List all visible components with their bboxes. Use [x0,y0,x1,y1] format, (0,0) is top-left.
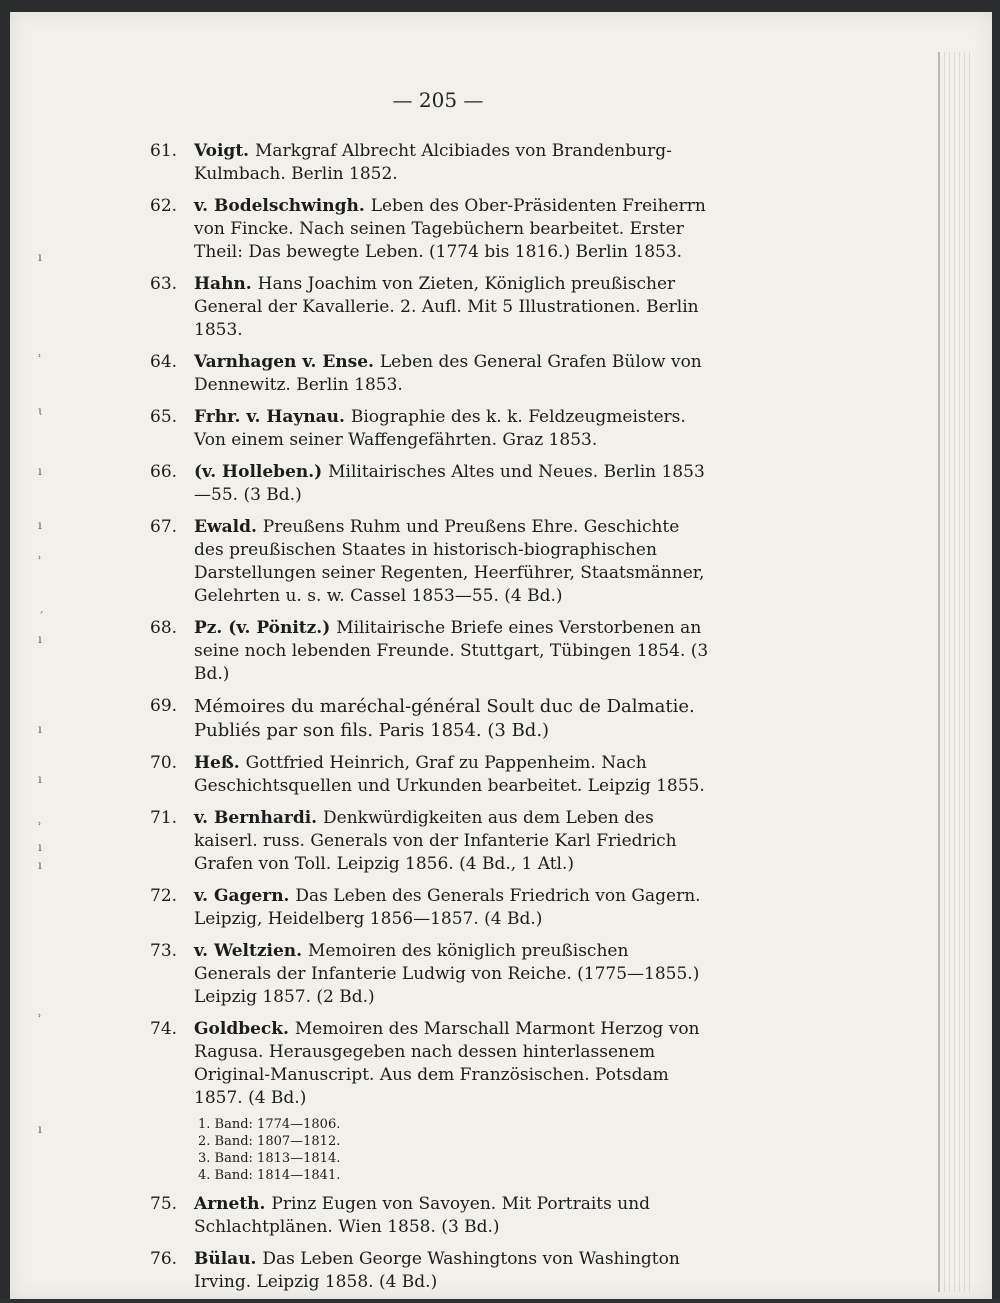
entry-text: Gottfried Heinrich, Graf zu Pappenheim. Nach Geschichtsquellen und Urkunden bearbeitet. Leipzig 1855. [194,753,705,796]
bibliography-entry [150,351,710,397]
entry-author: Pz. (v. Pönitz.) [194,618,337,638]
bibliography-entry [150,461,710,507]
entry-number: 66. [150,462,178,482]
entry-number: 73. [150,941,178,961]
entry-number: 69. [150,696,178,716]
entry-text: Militairisches Altes und Neues. Berlin 1853—55. (3 Bd.) [194,462,705,505]
entry-number: 68. [150,618,178,638]
entry-number: 63. [150,274,178,294]
entry-author: v. Bernhardi. [194,808,324,828]
left-edge-marks: ı ʾ ɩ ı ı ʾ ˊ ı ı ı ʾ ı ı ʾ ı [38,250,44,1136]
bibliography-entry [150,406,710,452]
entry-number: 64. [150,352,178,372]
bibliography-entry [150,1193,710,1239]
bibliography-entry [150,885,710,931]
entry-author: v. Gagern. [194,886,296,906]
bibliography-entry [150,695,710,743]
bibliography-entry [150,752,710,798]
entry-text: Leben des Ober-Präsidenten Freiherrn von Fincke. Nach seinen Tagebüchern bearbeitet. Erster Theil: Das bewegte Leben. (1774 bis 1816.) Berlin 1853. [194,196,706,262]
volume-item: 2. Band: 1807—1812. [198,1134,341,1149]
entry-author: Arneth. [194,1194,272,1214]
bibliography-entry [150,516,710,608]
bibliography-entry [150,807,710,876]
entry-number: 61. [150,141,178,161]
entry-author: v. Bodelschwingh. [194,196,371,216]
bibliography-entry [150,195,710,264]
page-gutter-edges [938,52,970,1292]
entry-number: 65. [150,407,178,427]
entry-author: Varnhagen v. Ense. [194,352,380,372]
entry-author: (v. Holleben.) [194,462,329,482]
entry-number: 71. [150,808,178,828]
entry-author: v. Weltzien. [194,941,308,961]
bibliography-entry [150,940,710,1009]
bibliography-entry [150,140,710,186]
entry-text: Leben des General Grafen Bülow von Dennewitz. Berlin 1853. [194,352,702,395]
entry-text: Denkwürdigkeiten aus dem Leben des kaiserl. russ. Generals von der Infanterie Karl Friedrich Grafen von Toll. Leipzig 1856. (4 Bd., 1 Atl.) [194,808,677,874]
page-number: — 205 — [392,88,484,112]
bibliography-entry [150,617,710,686]
bibliography-entry [150,273,710,342]
entry-text: Mémoires du maréchal-général Soult duc de Dalmatie. Publiés par son fils. Paris 1854. (3 Bd.) [194,696,695,741]
entry-text: Hans Joachim von Zieten, Königlich preußischer General der Kavallerie. 2. Aufl. Mit 5 Illustrationen. Berlin 1853. [194,274,699,340]
entry-number: 67. [150,517,178,537]
entry-author: Heß. [194,753,246,773]
entry-number: 74. [150,1019,178,1039]
entry-text: Memoiren des Marschall Marmont Herzog von Ragusa. Herausgegeben nach dessen hinterlassenem Original-Manuscript. Aus dem Französischen. Potsdam 1857. (4 Bd.) [194,1019,700,1108]
volume-item: 1. Band: 1774—1806. [198,1117,341,1132]
entry-text: Prinz Eugen von Savoyen. Mit Portraits und Schlachtplänen. Wien 1858. (3 Bd.) [194,1194,651,1237]
entry-text: Memoiren des königlich preußischen Generals der Infanterie Ludwig von Reiche. (1775—1855.) Leipzig 1857. (2 Bd.) [194,941,700,1007]
entry-number: 75. [150,1194,178,1214]
entry-author: Ewald. [194,517,263,537]
entry-number: 62. [150,196,178,216]
entry-text: Markgraf Albrecht Alcibiades von Brandenburg-Kulmbach. Berlin 1852. [194,141,672,184]
volume-list [194,1116,710,1184]
entry-number: 76. [150,1249,178,1269]
entry-author: Frhr. v. Haynau. [194,407,351,427]
entry-author: Bülau. [194,1249,263,1269]
bibliography-list [150,140,710,1303]
entry-text: Militairische Briefe eines Verstorbenen an seine noch lebenden Freunde. Stuttgart, Tübingen 1854. (3 Bd.) [194,618,709,684]
entry-author: Voigt. [194,141,256,161]
bibliography-entry [150,1248,710,1294]
volume-item: 3. Band: 1813—1814. [198,1151,341,1166]
entry-author: Goldbeck. [194,1019,295,1039]
entry-number: 70. [150,753,178,773]
entry-text: Das Leben des Generals Friedrich von Gagern. Leipzig, Heidelberg 1856—1857. (4 Bd.) [194,886,701,929]
volume-item: 4. Band: 1814—1841. [198,1168,341,1183]
entry-number: 72. [150,886,178,906]
entry-text: Preußens Ruhm und Preußens Ehre. Geschichte des preußischen Staates in historisch-biographischen Darstellungen seiner Regenten, Heerführer, Staatsmänner, Gelehrten u. s. w. Cassel 1853—55. (4 Bd.) [194,517,705,606]
entry-author: Hahn. [194,274,258,294]
bibliography-entry [150,1018,710,1184]
entry-text: Das Leben George Washingtons von Washington Irving. Leipzig 1858. (4 Bd.) [194,1249,680,1292]
entry-text: Biographie des k. k. Feldzeugmeisters. Von einem seiner Waffengefährten. Graz 1853. [194,407,686,450]
